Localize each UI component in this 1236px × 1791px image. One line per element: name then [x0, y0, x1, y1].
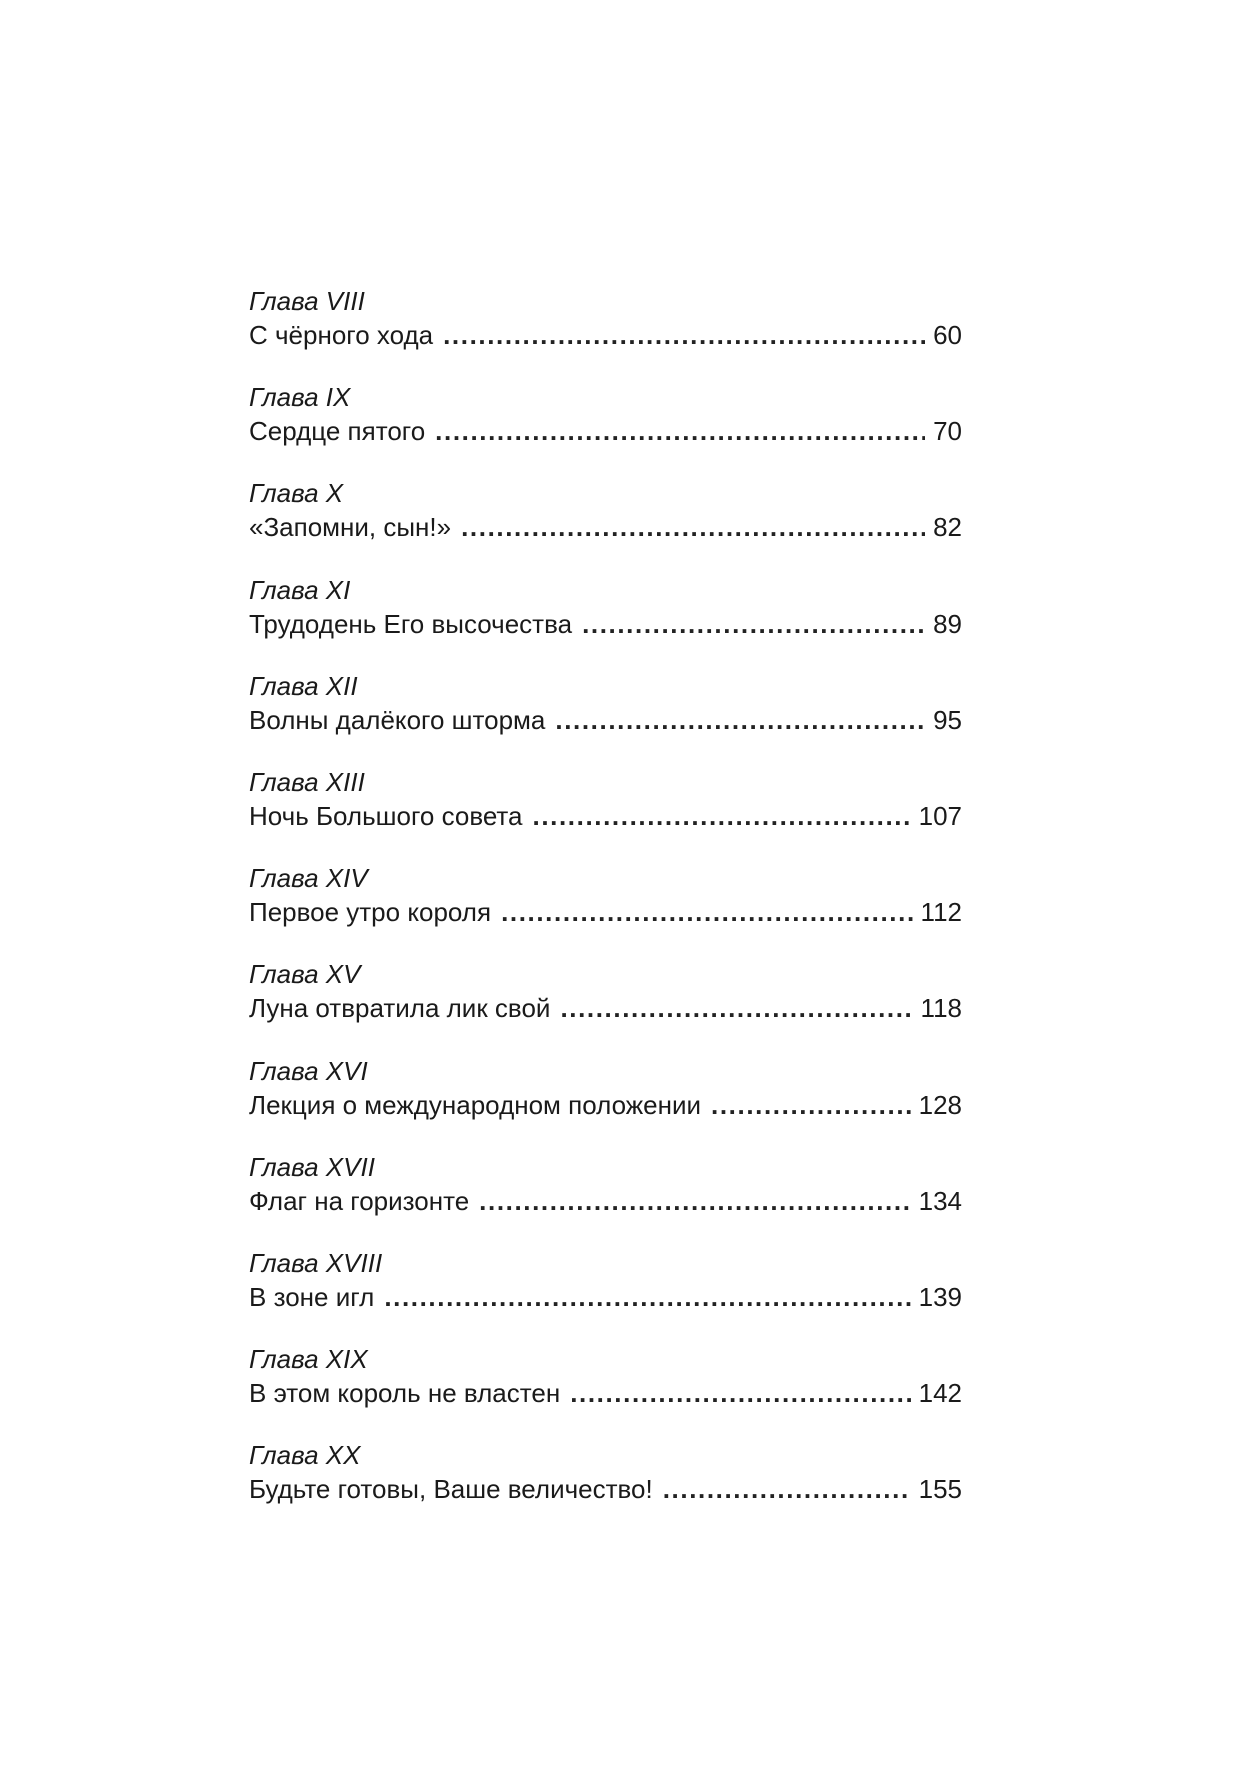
chapter-label: Глава XX	[249, 1440, 361, 1471]
page-number: 107	[918, 800, 962, 831]
toc-entry	[249, 573, 962, 669]
toc-entry	[249, 861, 962, 957]
toc-line	[249, 1184, 962, 1218]
toc-entry	[249, 669, 962, 765]
chapter-title: Сердце пятого	[249, 416, 426, 447]
toc-line	[249, 1280, 962, 1314]
chapter-title: С чёрного хода	[249, 320, 434, 350]
page-number: 70	[933, 416, 962, 447]
toc-line	[249, 1376, 962, 1410]
dot-leader	[533, 799, 911, 833]
chapter-title: «Запомни, сын!»	[249, 512, 452, 543]
toc-line	[249, 318, 962, 352]
chapter-label: Глава VIII	[249, 286, 365, 316]
chapter-title: Лекция о международном положении	[249, 1089, 702, 1120]
chapter-title: Ночь Большого совета	[249, 800, 523, 831]
table-of-contents	[249, 284, 962, 1534]
dot-leader	[479, 1184, 910, 1218]
toc-entry	[249, 380, 962, 476]
toc-entry	[249, 284, 962, 380]
toc-entry	[249, 1054, 962, 1150]
chapter-label: Глава XI	[249, 574, 351, 605]
chapter-title: Луна отвратила лик свой	[249, 993, 551, 1024]
page-number: 95	[933, 704, 962, 735]
page-number: 139	[918, 1281, 962, 1312]
chapter-label: Глава XVIII	[249, 1247, 383, 1278]
toc-entry	[249, 476, 962, 572]
chapter-title: Волны далёкого шторма	[249, 704, 546, 735]
toc-line	[249, 414, 962, 448]
chapter-label: Глава X	[249, 478, 344, 509]
chapter-title: Флаг на горизонте	[249, 1185, 470, 1216]
dot-leader	[711, 1088, 911, 1122]
chapter-label: Глава XV	[249, 959, 361, 990]
page-number: 155	[918, 1474, 962, 1505]
chapter-label: Глава XIV	[249, 863, 368, 894]
dot-leader	[443, 318, 925, 352]
chapter-label: Глава XIII	[249, 766, 365, 797]
chapter-label: Глава XII	[249, 670, 358, 701]
toc-entry	[249, 1246, 962, 1342]
chapter-title: Будьте готовы, Ваше величество!	[249, 1474, 653, 1505]
dot-leader	[384, 1280, 910, 1314]
page-number: 112	[920, 897, 962, 928]
dot-leader	[555, 703, 925, 737]
toc-entry	[249, 1342, 962, 1438]
toc-line	[249, 510, 962, 544]
chapter-title: Первое утро короля	[249, 897, 492, 928]
dot-leader	[570, 1376, 910, 1410]
page-number: 82	[933, 512, 962, 543]
chapter-title: В зоне игл	[249, 1281, 375, 1312]
page-number: 142	[918, 1378, 962, 1409]
chapter-title: В этом король не властен	[249, 1378, 561, 1409]
toc-entry	[249, 957, 962, 1053]
dot-leader	[560, 991, 912, 1025]
chapter-label: Глава XVI	[249, 1055, 368, 1086]
page-number: 118	[920, 993, 962, 1024]
toc-line	[249, 895, 962, 929]
chapter-label: Глава XIX	[249, 1344, 368, 1375]
dot-leader	[663, 1472, 911, 1506]
toc-line	[249, 1472, 962, 1506]
page-number: 128	[918, 1089, 962, 1120]
toc-line	[249, 607, 962, 641]
toc-line	[249, 703, 962, 737]
chapter-label: Глава XVII	[249, 1151, 375, 1182]
dot-leader	[461, 510, 925, 544]
dot-leader	[501, 895, 912, 929]
page-number: 134	[918, 1185, 962, 1216]
chapter-title: Трудодень Его высочества	[249, 608, 573, 639]
page-number: 89	[933, 608, 962, 639]
toc-line	[249, 1088, 962, 1122]
toc-entry	[249, 1150, 962, 1246]
toc-line	[249, 799, 962, 833]
dot-leader	[435, 414, 925, 448]
toc-entry	[249, 1438, 962, 1534]
page-number: 60	[933, 320, 962, 350]
toc-line	[249, 991, 962, 1025]
toc-entry	[249, 765, 962, 861]
chapter-label: Глава IX	[249, 382, 351, 413]
dot-leader	[582, 607, 925, 641]
